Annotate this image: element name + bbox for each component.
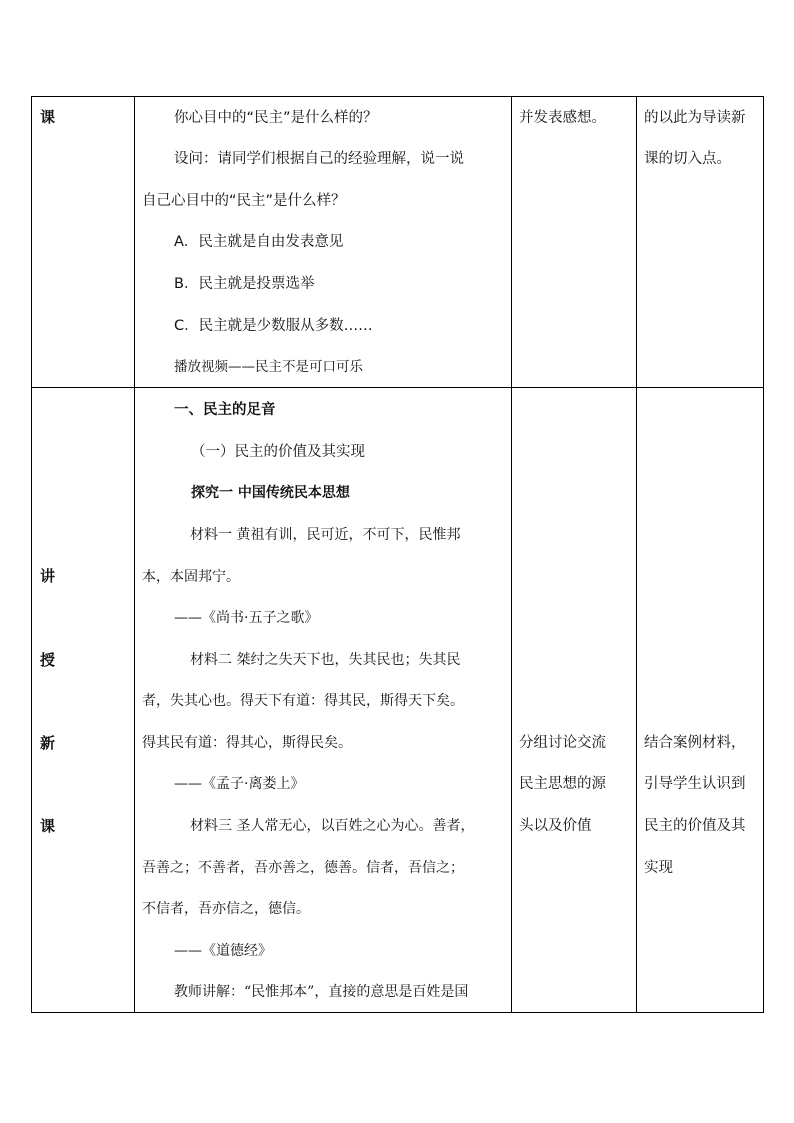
section-heading: 一、民主的足音: [174, 402, 276, 418]
material-line: 本，本固邦宁。: [142, 569, 240, 585]
citation-line: ——《尚书·五子之歌》: [174, 610, 319, 626]
material-line: 者，失其心也。得天下有道：得其民，斯得天下矣。: [142, 693, 464, 709]
content-line: 你心目中的“民主”是什么样的？: [174, 110, 378, 126]
stage-label-char: 新: [40, 734, 56, 752]
stage-label-char: 讲: [40, 567, 56, 585]
material-line: 材料二 桀纣之失天下也，失其民也；失其民: [190, 652, 461, 668]
design-intent-line: 课的切入点。: [644, 151, 731, 167]
column-divider: [134, 97, 135, 1012]
student-activity-line: 分组讨论交流: [519, 735, 606, 751]
stage-label: 课: [40, 108, 56, 126]
lesson-plan-table: [31, 96, 764, 1013]
citation-line: ——《道德经》: [174, 943, 272, 959]
row-divider: [32, 387, 763, 388]
material-line: 得其民有道：得其心，斯得民矣。: [142, 735, 352, 751]
design-intent-line: 结合案例材料，: [644, 735, 746, 751]
material-line: 材料一 黄祖有训，民可近，不可下，民惟邦: [190, 527, 461, 543]
design-intent-line: 民主的价值及其: [644, 818, 746, 834]
material-line: 不信者，吾亦信之，德信。: [142, 901, 310, 917]
design-intent-line: 实现: [644, 860, 673, 876]
column-divider: [511, 97, 512, 1012]
design-intent-line: 的以此为导读新: [644, 110, 746, 126]
citation-line: ——《孟子·离娄上》: [174, 776, 305, 792]
student-activity-line: 民主思想的源: [519, 776, 606, 792]
material-line: 材料三 圣人常无心，以百姓之心为心。善者，: [190, 818, 475, 834]
column-divider: [636, 97, 637, 1012]
inquiry-heading: 探究一 中国传统民本思想: [191, 485, 350, 501]
subsection-heading: （一）民主的价值及其实现: [191, 444, 365, 460]
teacher-explanation-line: 教师讲解：“民惟邦本”，直接的意思是百姓是国: [174, 984, 469, 1000]
content-line: 自己心目中的“民主”是什么样？: [142, 193, 346, 209]
design-intent-line: 引导学生认识到: [644, 776, 746, 792]
material-line: 吾善之；不善者，吾亦善之，德善。信者，吾信之；: [142, 860, 464, 876]
stage-label-char: 授: [40, 651, 56, 669]
content-line: 播放视频——民主不是可口可乐: [174, 359, 363, 375]
content-line: A．民主就是自由发表意见: [174, 234, 344, 250]
content-line: C．民主就是少数服从多数……: [174, 318, 373, 334]
content-line: 设问：请同学们根据自己的经验理解，说一说: [174, 151, 464, 167]
student-activity-line: 并发表感想。: [519, 110, 606, 126]
content-line: B．民主就是投票选举: [174, 276, 315, 292]
student-activity-line: 头以及价值: [519, 818, 592, 834]
stage-label-char: 课: [40, 817, 56, 835]
